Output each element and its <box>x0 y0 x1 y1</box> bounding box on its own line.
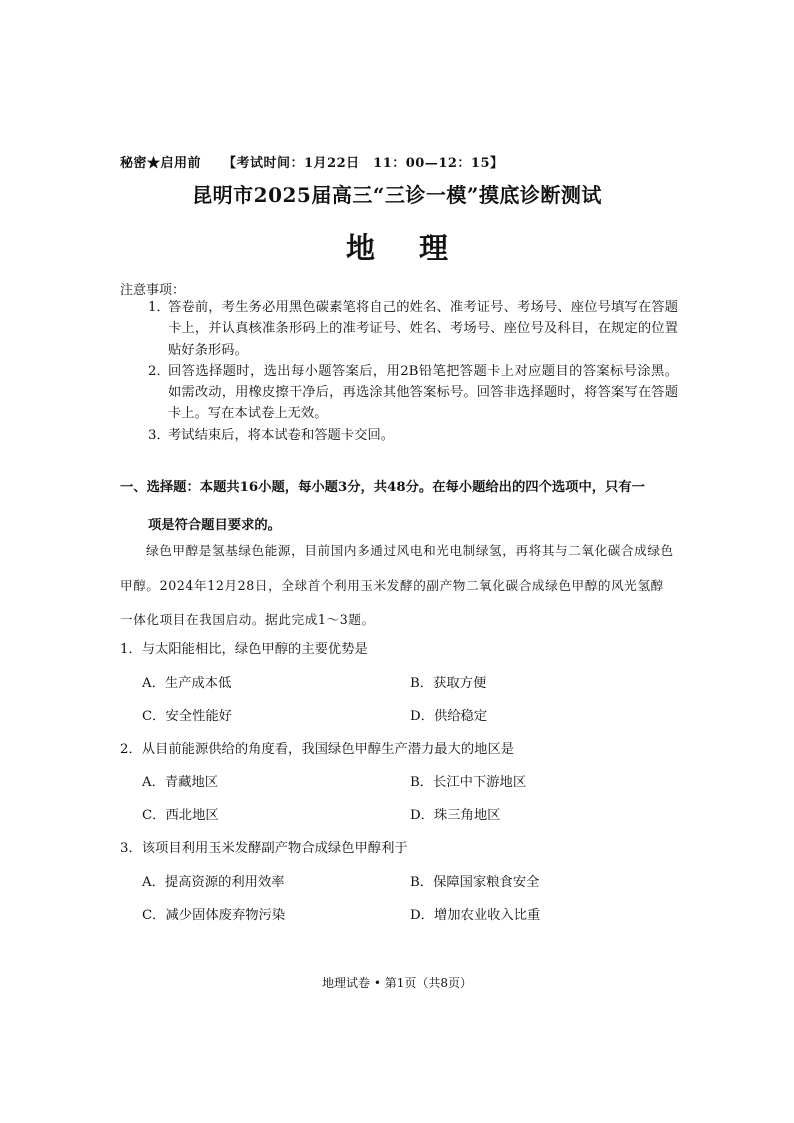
question-2-stem: 2．从目前能源供给的角度看，我国绿色甲醇生产潜力最大的地区是 <box>120 742 515 757</box>
question-2-option-b: B．长江中下游地区 <box>410 775 527 790</box>
subject-title: 地理 <box>345 231 492 265</box>
secret-mark: 秘密★启用前 <box>120 156 202 171</box>
question-1-option-a: A．生产成本低 <box>142 676 232 691</box>
question-3-option-c: C．减少固体废弃物污染 <box>142 908 286 923</box>
question-1-stem: 1．与太阳能相比，绿色甲醇的主要优势是 <box>120 642 368 657</box>
note-text: 考试结束后，将本试卷和答题卡交回。 <box>168 427 395 443</box>
question-1-option-c: C．安全性能好 <box>142 709 232 724</box>
question-1-option-b: B．获取方便 <box>410 676 487 691</box>
question-2-option-a: A．青藏地区 <box>142 775 219 790</box>
note-item <box>148 297 678 361</box>
question-3-option-b: B．保障国家粮食安全 <box>410 875 540 890</box>
section-heading-line1: 一、选择题：本题共16小题，每小题3分，共48分。在每小题给出的四个选项中，只有一 <box>120 480 645 495</box>
exam-title: 昆明市2025届高三“三诊一模”摸底诊断测试 <box>192 183 602 207</box>
notes-title: 注意事项： <box>120 283 186 298</box>
note-number: 3． <box>148 427 170 443</box>
note-item <box>148 425 678 446</box>
header-line <box>120 152 504 171</box>
question-1-option-d: D．供给稳定 <box>410 709 488 724</box>
notes-list <box>148 297 678 446</box>
note-number: 2． <box>148 363 170 379</box>
note-text: 答卷前，考生务必用黑色碳素笔将自己的姓名、准考证号、考场号、座位号填写在答题卡上，并认真核准条形码上的准考证号、姓名、考场号、座位号及科目，在规定的位置贴好条形码。 <box>168 300 678 358</box>
page-footer: 地理试卷 • 第1页（共8页） <box>322 976 472 990</box>
question-3-option-a: A．提高资源的利用效率 <box>142 875 285 890</box>
question-2-option-c: C．西北地区 <box>142 808 219 823</box>
question-3-stem: 3．该项目利用玉米发酵副产物合成绿色甲醇利于 <box>120 841 408 856</box>
note-item <box>148 361 678 425</box>
question-2-option-d: D．珠三角地区 <box>410 808 501 823</box>
section-heading-line2: 项是符合题目要求的。 <box>148 518 281 533</box>
note-number: 1． <box>148 300 170 315</box>
passage-text: 绿色甲醇是氢基绿色能源，目前国内多通过风电和光电制绿氢，再将其与二氧化碳合成绿色甲醇。2024年12月28日，全球首个利用玉米发酵的副产物二氧化碳合成绿色甲醇的风光氢醇一体化项目在我国启动。据此完成1～3题。 <box>120 543 674 627</box>
reading-passage <box>120 534 676 638</box>
question-3-option-d: D．增加农业收入比重 <box>410 908 541 923</box>
exam-time: 【考试时间：1月22日 11：00—12：15】 <box>223 156 504 171</box>
note-text: 回答选择题时，选出每小题答案后，用2B铅笔把答题卡上对应题目的答案标号涂黑。如需改动，用橡皮擦干净后，再选涂其他答案标号。回答非选择题时，将答案写在答题卡上。写在本试卷上无效。 <box>168 363 678 422</box>
